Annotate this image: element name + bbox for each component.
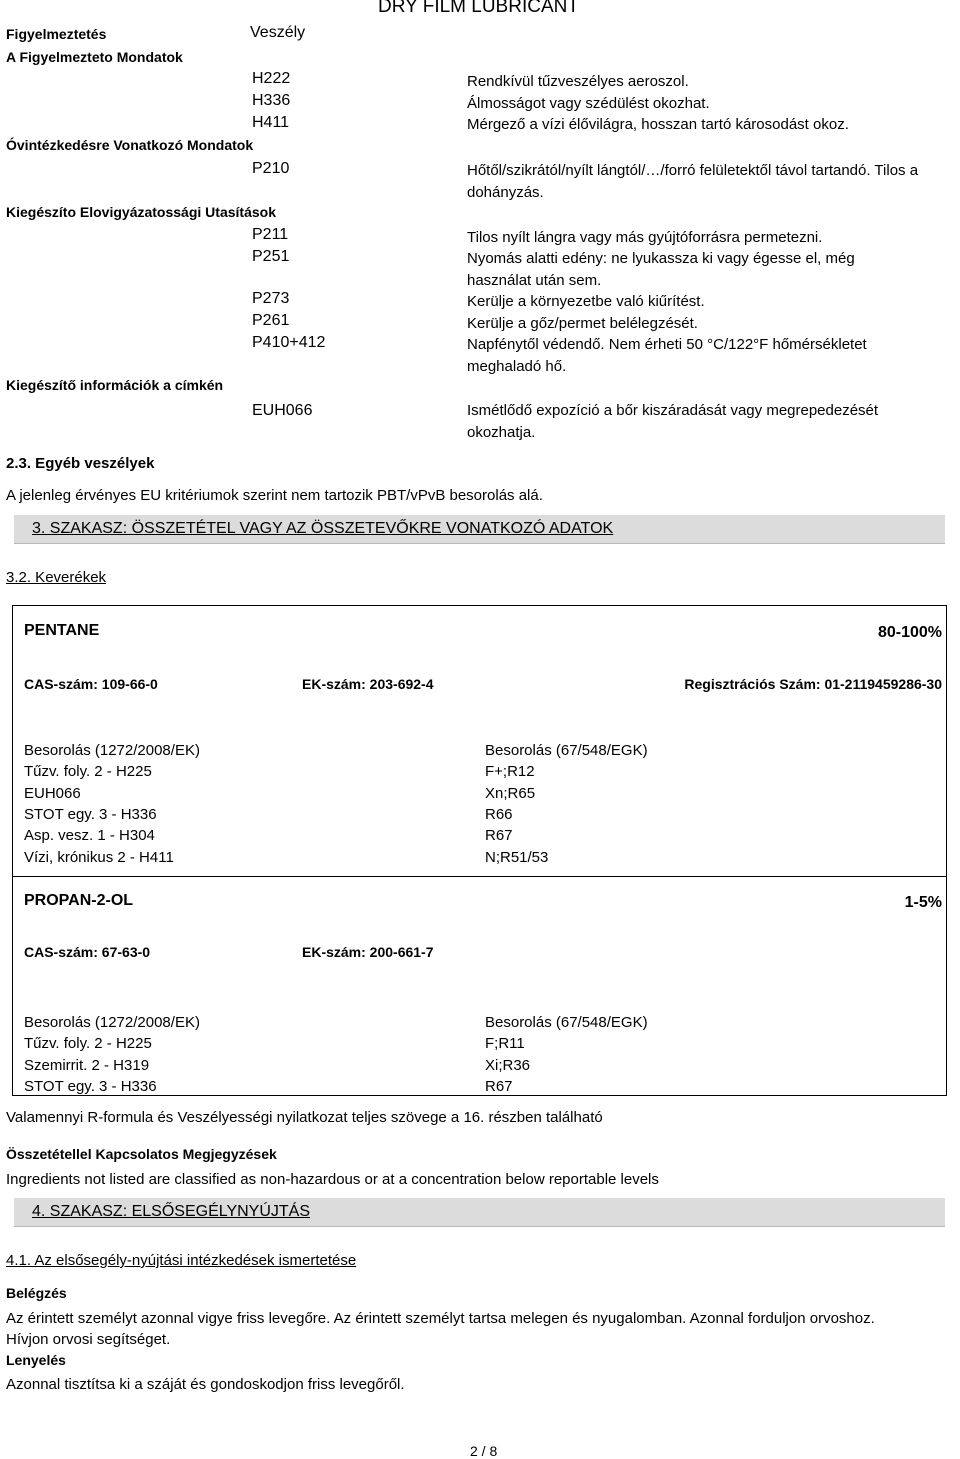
registration-number: Regisztrációs Szám: 01-2119459286-30 — [684, 676, 942, 692]
other-hazards-label: 2.3. Egyéb veszélyek — [6, 455, 155, 472]
section-3-2-title: 3.2. Keverékek — [6, 569, 107, 586]
clp-classification-header: Besorolás (1272/2008/EK) — [24, 1014, 200, 1031]
section-3-title: 3. SZAKASZ: ÖSSZETÉTEL VAGY AZ ÖSSZETEVŐKRE VONATKOZÓ ADATOK — [32, 520, 614, 537]
statement-code: P251 — [252, 248, 290, 265]
page-number: 2 / 8 — [470, 1443, 498, 1459]
substance-box-pentane — [12, 605, 947, 877]
signal-word-label: Figyelmeztetés — [6, 26, 107, 42]
statement-text: Napfénytől védendő. Nem érheti 50 °C/122°F hőmérsékletet meghaladó hő. — [467, 336, 867, 375]
clp-classification-line: Asp. vesz. 1 - H304 — [24, 827, 155, 844]
statement-code: EUH066 — [252, 402, 313, 419]
substance-range: 80-100% — [877, 624, 942, 641]
section-3-header — [14, 515, 945, 544]
clp-classification-line: Szemirrit. 2 - H319 — [24, 1057, 150, 1074]
statement-text: Álmosságot vagy szédülést okozhat. — [467, 95, 710, 112]
inhalation-text: Az érintett személyt azonnal vigye friss levegőre. Az érintett személyt tartsa melegen és nyugalomban. Azonnal forduljon orvoshoz. Hívjon orvosi segítséget. — [6, 1310, 875, 1348]
statement-code: P273 — [252, 290, 290, 307]
clp-classification-line: Tűzv. foly. 2 - H225 — [24, 763, 152, 780]
ingestion-text: Azonnal tisztítsa ki a száját és gondoskodjon friss levegőről. — [6, 1376, 405, 1393]
substance-name: PROPAN-2-OL — [24, 892, 134, 909]
clp-classification-line: Tűzv. foly. 2 - H225 — [24, 1035, 152, 1052]
ingestion-label: Lenyelés — [6, 1352, 66, 1368]
dsd-classification-header: Besorolás (67/548/EGK) — [485, 742, 648, 759]
clp-classification-line: EUH066 — [24, 785, 81, 802]
hazard-statements-label: A Figyelmezteto Mondatok — [6, 49, 183, 65]
statement-code: P210 — [252, 160, 290, 177]
section-4-1-title: 4.1. Az elsősegély-nyújtási intézkedések ismertetése — [6, 1252, 357, 1269]
statement-text: Kerülje a környezetbe való kiűrítést. — [467, 293, 705, 310]
dsd-classification-line: F+;R12 — [485, 763, 535, 780]
inhalation-label: Belégzés — [6, 1285, 67, 1301]
precautionary-label: Óvintézkedésre Vonatkozó Mondatok — [6, 137, 254, 153]
dsd-classification-line: Xi;R36 — [485, 1057, 531, 1074]
dsd-classification-header: Besorolás (67/548/EGK) — [485, 1014, 648, 1031]
signal-word-value: Veszély — [250, 24, 306, 41]
dsd-classification-line: R66 — [485, 806, 513, 823]
section-4-header — [14, 1198, 945, 1227]
cas-number: CAS-szám: 67-63-0 — [24, 944, 151, 960]
statement-text: Nyomás alatti edény: ne lyukassza ki vagy égesse el, még használat után sem. — [467, 250, 855, 289]
composition-notes-text: Ingredients not listed are classified as non-hazardous or at a concentration below reportable levels — [6, 1171, 659, 1188]
supplementary-precautionary-label: Kiegészíto Elovigyázatossági Utasítások — [6, 204, 276, 220]
dsd-classification-line: Xn;R65 — [485, 785, 536, 802]
statement-code: P410+412 — [252, 334, 326, 351]
section-4-title: 4. SZAKASZ: ELSŐSEGÉLYNYÚJTÁS — [32, 1203, 311, 1220]
dsd-classification-line: R67 — [485, 1078, 513, 1095]
clp-classification-line: STOT egy. 3 - H336 — [24, 1078, 157, 1095]
statement-text: Kerülje a gőz/permet belélegzését. — [467, 315, 698, 332]
statement-code: P211 — [252, 226, 289, 243]
statement-text: Tilos nyílt lángra vagy más gyújtóforrásra permetezni. — [467, 229, 823, 246]
ec-number: EK-szám: 203-692-4 — [302, 676, 434, 692]
statement-text: Rendkívül tűzveszélyes aeroszol. — [467, 73, 689, 90]
supplementary-info-label: Kiegészítő információk a címkén — [6, 377, 224, 393]
statement-code: P261 — [252, 312, 290, 329]
statement-text: Mérgező a vízi élővilágra, hosszan tartó károsodást okoz. — [467, 116, 849, 133]
clp-classification-header: Besorolás (1272/2008/EK) — [24, 742, 200, 759]
clp-classification-line: Vízi, krónikus 2 - H411 — [24, 849, 174, 866]
statement-code: H336 — [252, 92, 291, 109]
clp-classification-line: STOT egy. 3 - H336 — [24, 806, 157, 823]
statement-code: H222 — [252, 70, 291, 87]
composition-notes-title: Összetétellel Kapcsolatos Megjegyzések — [6, 1146, 277, 1162]
cas-number: CAS-szám: 109-66-0 — [24, 676, 158, 692]
substance-name: PENTANE — [24, 622, 100, 639]
ec-number: EK-szám: 200-661-7 — [302, 944, 434, 960]
pbt-note: A jelenleg érvényes EU kritériumok szerint nem tartozik PBT/vPvB besorolás alá. — [6, 487, 543, 504]
substance-box-propan-2-ol — [12, 876, 947, 1096]
dsd-classification-line: N;R51/53 — [485, 849, 549, 866]
statement-text: Hőtől/szikrától/nyílt lángtól/…/forró felületektől távol tartandó. Tilos a dohányzás. — [467, 162, 919, 201]
dsd-classification-line: F;R11 — [485, 1035, 525, 1052]
document-title: DRY FILM LUBRICANT — [378, 0, 579, 17]
full-text-note: Valamennyi R-formula és Veszélyességi nyilatkozat teljes szövege a 16. részben található — [6, 1109, 603, 1126]
statement-code: H411 — [252, 114, 290, 131]
statement-text: Ismétlődő expozíció a bőr kiszáradását vagy megrepedezését okozhatja. — [467, 402, 879, 441]
substance-range: 1-5% — [904, 894, 942, 911]
dsd-classification-line: R67 — [485, 827, 513, 844]
